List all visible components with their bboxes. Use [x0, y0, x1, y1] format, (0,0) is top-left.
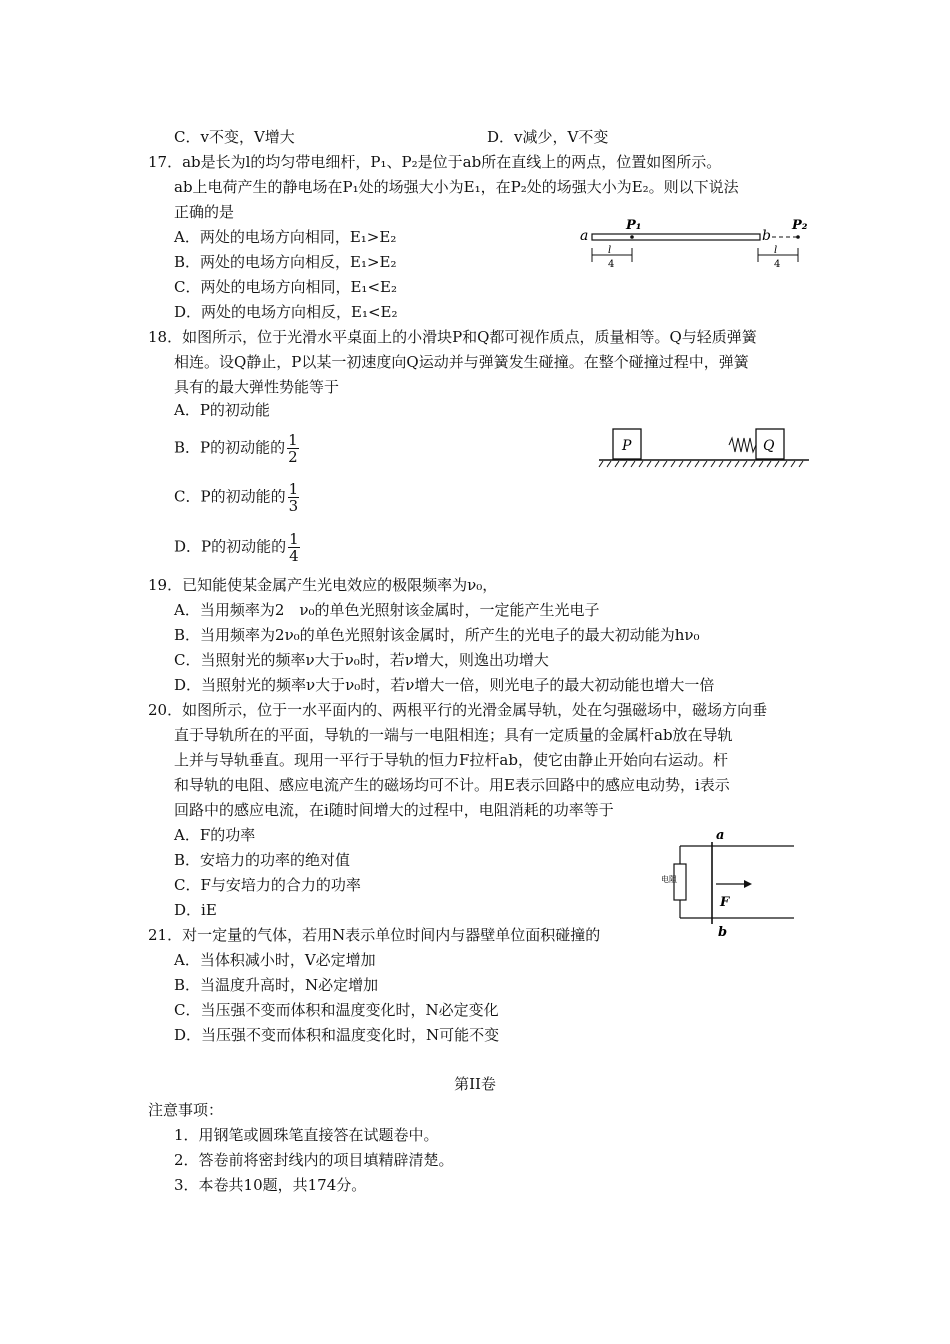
- fig20-label-a: a: [716, 828, 725, 843]
- fig17-label-a: a: [580, 228, 589, 244]
- q20-stem-line1: 20．如图所示，位于一水平面内的、两根平行的光滑金属导轨，处在匀强磁场中，磁场方向垂: [148, 701, 768, 719]
- part2-notice-item-1: 1．用钢笔或圆珠笔直接答在试题卷中。: [174, 1126, 439, 1144]
- q17-rod-figure: [572, 212, 822, 272]
- q17-option-b: B．两处的电场方向相反，E₁>E₂: [174, 253, 397, 271]
- fraction-one-quarter: [288, 531, 300, 564]
- fig17-l-label-1: l: [608, 245, 612, 256]
- q17-stem-line1: 17．ab是长为l的均匀带电细杆，P₁、P₂是位于ab所在直线上的两点，位置如图所示。: [148, 153, 722, 171]
- q18-option-d: [174, 531, 300, 564]
- fig17-four-label-2: 4: [774, 259, 781, 270]
- q18-blocks-figure: [595, 425, 815, 470]
- fraction-numerator: 1: [288, 480, 299, 498]
- fraction-numerator: 1: [289, 530, 299, 548]
- fig20-arrowhead: [744, 880, 752, 888]
- q18-option-c: [174, 481, 299, 514]
- q20-stem-line4: 和导轨的电阻、感应电流产生的磁场均可不计。用E表示回路中的感应电动势，i表示: [174, 776, 730, 794]
- fig18-spring: [729, 438, 756, 452]
- q20-rails-figure: [650, 826, 810, 938]
- q20-option-b: B．安培力的功率的绝对值: [174, 851, 351, 869]
- part2-notice-item-3: 3．本卷共10题，共174分。: [174, 1176, 367, 1194]
- fraction-denominator: 2: [288, 448, 298, 466]
- q20-option-c: C．F与安培力的合力的功率: [174, 876, 361, 894]
- q19-stem: 19．已知能使某金属产生光电效应的极限频率为ν₀，: [148, 576, 498, 594]
- q20-stem-line2: 直于导轨所在的平面，导轨的一端与一电阻相连；具有一定质量的金属杆ab放在导轨: [174, 726, 733, 744]
- fig20-label-b: b: [718, 925, 728, 938]
- fraction-denominator: 3: [288, 497, 299, 515]
- fig17-label-p1: P₁: [626, 218, 642, 233]
- fraction-one-half: [287, 432, 299, 465]
- q21-option-c: C．当压强不变而体积和温度变化时，N必定变化: [174, 1001, 499, 1019]
- fig18-label-q: Q: [763, 438, 775, 454]
- fraction-one-third: [288, 481, 300, 514]
- q20-option-a: A．F的功率: [174, 826, 256, 844]
- q17-option-d: D．两处的电场方向相反，E₁<E₂: [174, 303, 398, 321]
- q19-option-c: C．当照射光的频率ν大于ν₀时，若ν增大，则逸出功增大: [174, 651, 549, 669]
- q21-stem: 21．对一定量的气体，若用N表示单位时间内与器壁单位面积碰撞的: [148, 926, 601, 944]
- q21-option-a: A．当体积减小时，V必定增加: [174, 951, 376, 969]
- q18-option-b: [174, 432, 299, 465]
- q20-option-d: D．iE: [174, 901, 217, 919]
- q19-option-b: B．当用频率为2ν₀的单色光照射该金属时，所产生的光电子的最大初动能为hν₀: [174, 626, 700, 644]
- q19-option-a: A．当用频率为2 ν₀的单色光照射该金属时，一定能产生光电子: [174, 601, 600, 619]
- fraction-numerator: 1: [288, 431, 298, 449]
- fig17-rod: [592, 234, 760, 240]
- q17-stem-line3: 正确的是: [174, 203, 235, 221]
- q21-option-b: B．当温度升高时，N必定增加: [174, 976, 379, 994]
- fig17-l-label-2: l: [774, 245, 778, 256]
- fraction-denominator: 4: [289, 547, 299, 565]
- fig20-label-f: F: [720, 895, 730, 910]
- part2-notice-heading: 注意事项：: [148, 1101, 224, 1119]
- q18-option-a: A．P的初动能: [174, 401, 270, 419]
- q18-option-b-text: B．P的初动能的: [174, 438, 286, 457]
- q20-stem-line5: 回路中的感应电流，在i随时间增大的过程中，电阻消耗的功率等于: [174, 801, 614, 819]
- fig17-p1-dot: [630, 235, 634, 239]
- q17-stem-line2: ab上电荷产生的静电场在P₁处的场强大小为E₁，在P₂处的场强大小为E₂。则以下说法: [174, 178, 739, 196]
- q18-stem-line3: 具有的最大弹性势能等于: [174, 378, 340, 396]
- fig18-label-p: P: [622, 438, 632, 454]
- fig20-resistor-label: 电阻: [661, 875, 677, 884]
- q21-option-d: D．当压强不变而体积和温度变化时，N可能不变: [174, 1026, 500, 1044]
- q18-stem-line1: 18．如图所示，位于光滑水平桌面上的小滑块P和Q都可视作质点，质量相等。Q与轻质弹簧: [148, 328, 757, 346]
- fig17-four-label-1: 4: [608, 259, 615, 270]
- fig17-label-p2: P₂: [792, 218, 808, 233]
- q18-option-d-text: D．P的初动能的: [174, 537, 287, 556]
- q18-stem-line2: 相连。设Q静止，P以某一初速度向Q运动并与弹簧发生碰撞。在整个碰撞过程中，弹簧: [174, 353, 749, 371]
- q17-option-a: A．两处的电场方向相同，E₁>E₂: [174, 228, 397, 246]
- q20-stem-line3: 上并与导轨垂直。现用一平行于导轨的恒力F拉杆ab，使它由静止开始向右运动。杆: [174, 751, 728, 769]
- part2-title: 第II卷: [454, 1075, 496, 1093]
- q18-option-c-text: C．P的初动能的: [174, 487, 286, 506]
- q19-option-d: D．当照射光的频率ν大于ν₀时，若ν增大一倍，则光电子的最大初动能也增大一倍: [174, 676, 715, 694]
- q16-option-c: C．v不变，V增大: [174, 128, 295, 146]
- q17-option-c: C．两处的电场方向相同，E₁<E₂: [174, 278, 397, 296]
- fig18-hatching: [599, 461, 803, 467]
- q16-option-d: D．v减少，V不变: [487, 128, 609, 146]
- part2-notice-item-2: 2．答卷前将密封线内的项目填精辟清楚。: [174, 1151, 454, 1169]
- fig17-p2-dot: [796, 235, 800, 239]
- fig17-label-b: b: [762, 228, 771, 244]
